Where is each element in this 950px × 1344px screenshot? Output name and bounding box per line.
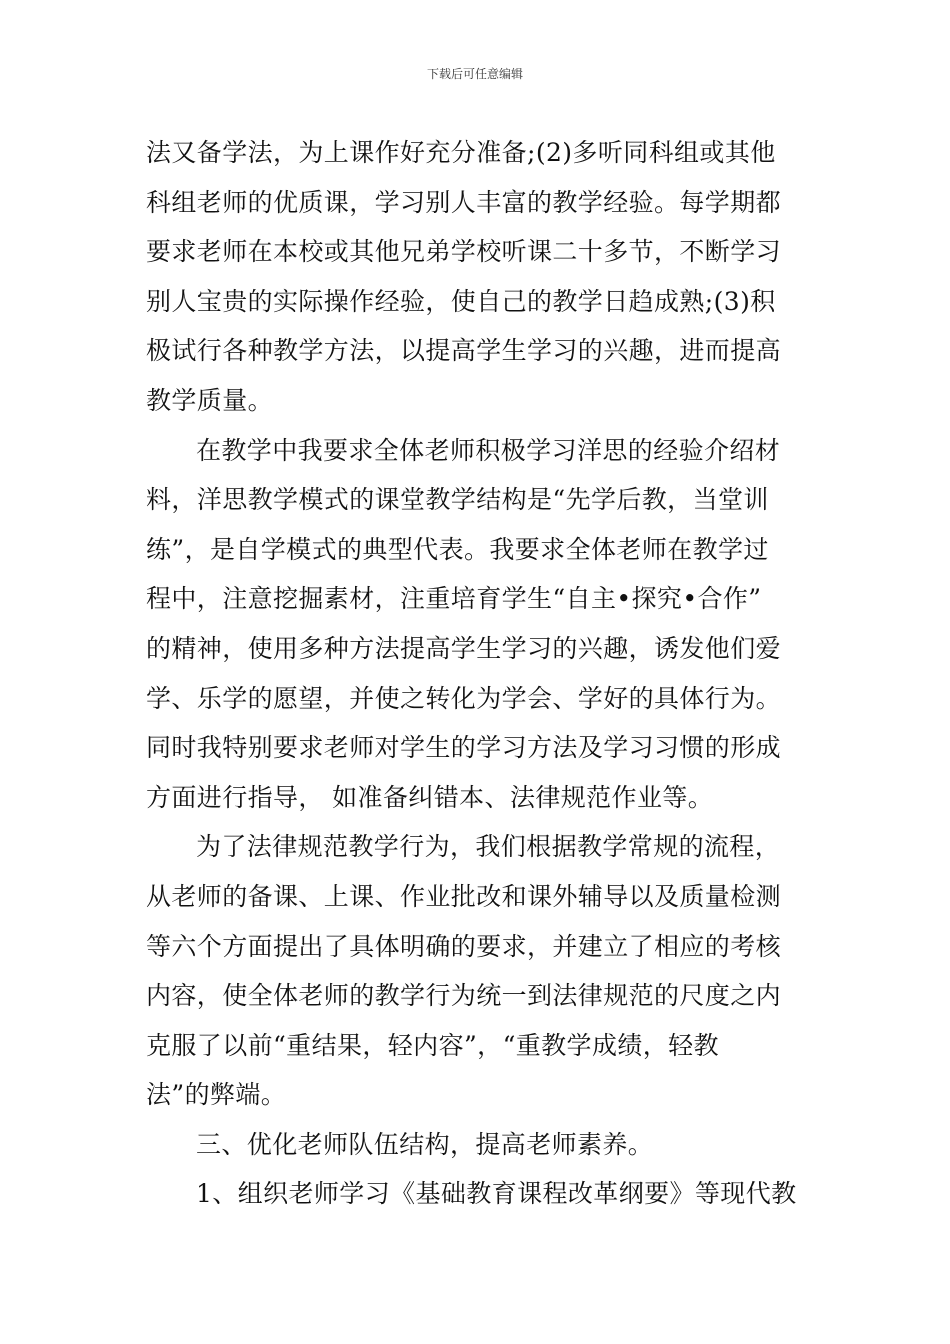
- text-line: 要求老师在本校或其他兄弟学校听课二十多节，不断学习: [146, 237, 782, 267]
- text-line: 料，洋思教学模式的课堂教学结构是“先学后教，当堂训: [146, 485, 769, 515]
- text-line: 内容，使全体老师的教学行为统一到法律规范的尺度之内: [146, 981, 782, 1011]
- text-line: 方面进行指导， 如准备纠错本、法律规范作业等。: [146, 782, 714, 812]
- text-line: 别人宝贵的实际操作经验，使自己的教学日趋成熟;(3)积: [146, 286, 776, 316]
- text-line: 法”的弊端。: [146, 1080, 287, 1110]
- text-line: 等六个方面提出了具体明确的要求，并建立了相应的考核: [146, 931, 782, 961]
- paragraph-first-line: 为了法律规范教学行为，我们根据教学常规的流程，: [196, 832, 781, 862]
- text-line: 程中，注意挖掘素材，注重培育学生“自主•探究•合作”: [146, 584, 762, 614]
- text-line: 法又备学法，为上课作好充分准备;(2)多听同科组或其他: [146, 138, 776, 167]
- section-heading: 三、优化老师队伍结构，提高老师素养。: [196, 1129, 654, 1159]
- list-item: 1、组织老师学习《基础教育课程改革纲要》等现代教: [196, 1179, 797, 1209]
- text-line: 同时我特别要求老师对学生的学习方法及学习习惯的形成: [146, 733, 782, 763]
- text-line: 教学质量。: [146, 385, 274, 415]
- document-body: [146, 128, 810, 1219]
- page-header: 下载后可任意编辑: [426, 67, 523, 81]
- text-line: 学、乐学的愿望，并使之转化为学会、学好的具体行为。: [146, 683, 782, 713]
- text-line: 克服了以前“重结果，轻内容”，“重教学成绩，轻教: [146, 1030, 719, 1060]
- paragraph-first-line: 在教学中我要求全体老师积极学习洋思的经验介绍材: [196, 435, 781, 465]
- text-line: 科组老师的优质课，学习别人丰富的教学经验。每学期都: [146, 187, 782, 217]
- text-line: 练”，是自学模式的典型代表。我要求全体老师在教学过: [146, 534, 769, 564]
- text-line: 的精神，使用多种方法提高学生学习的兴趣，诱发他们爱: [146, 633, 782, 663]
- text-line: 极试行各种教学方法，以提高学生学习的兴趣，进而提高: [146, 336, 782, 366]
- text-line: 从老师的备课、上课、作业批改和课外辅导以及质量检测: [146, 881, 782, 911]
